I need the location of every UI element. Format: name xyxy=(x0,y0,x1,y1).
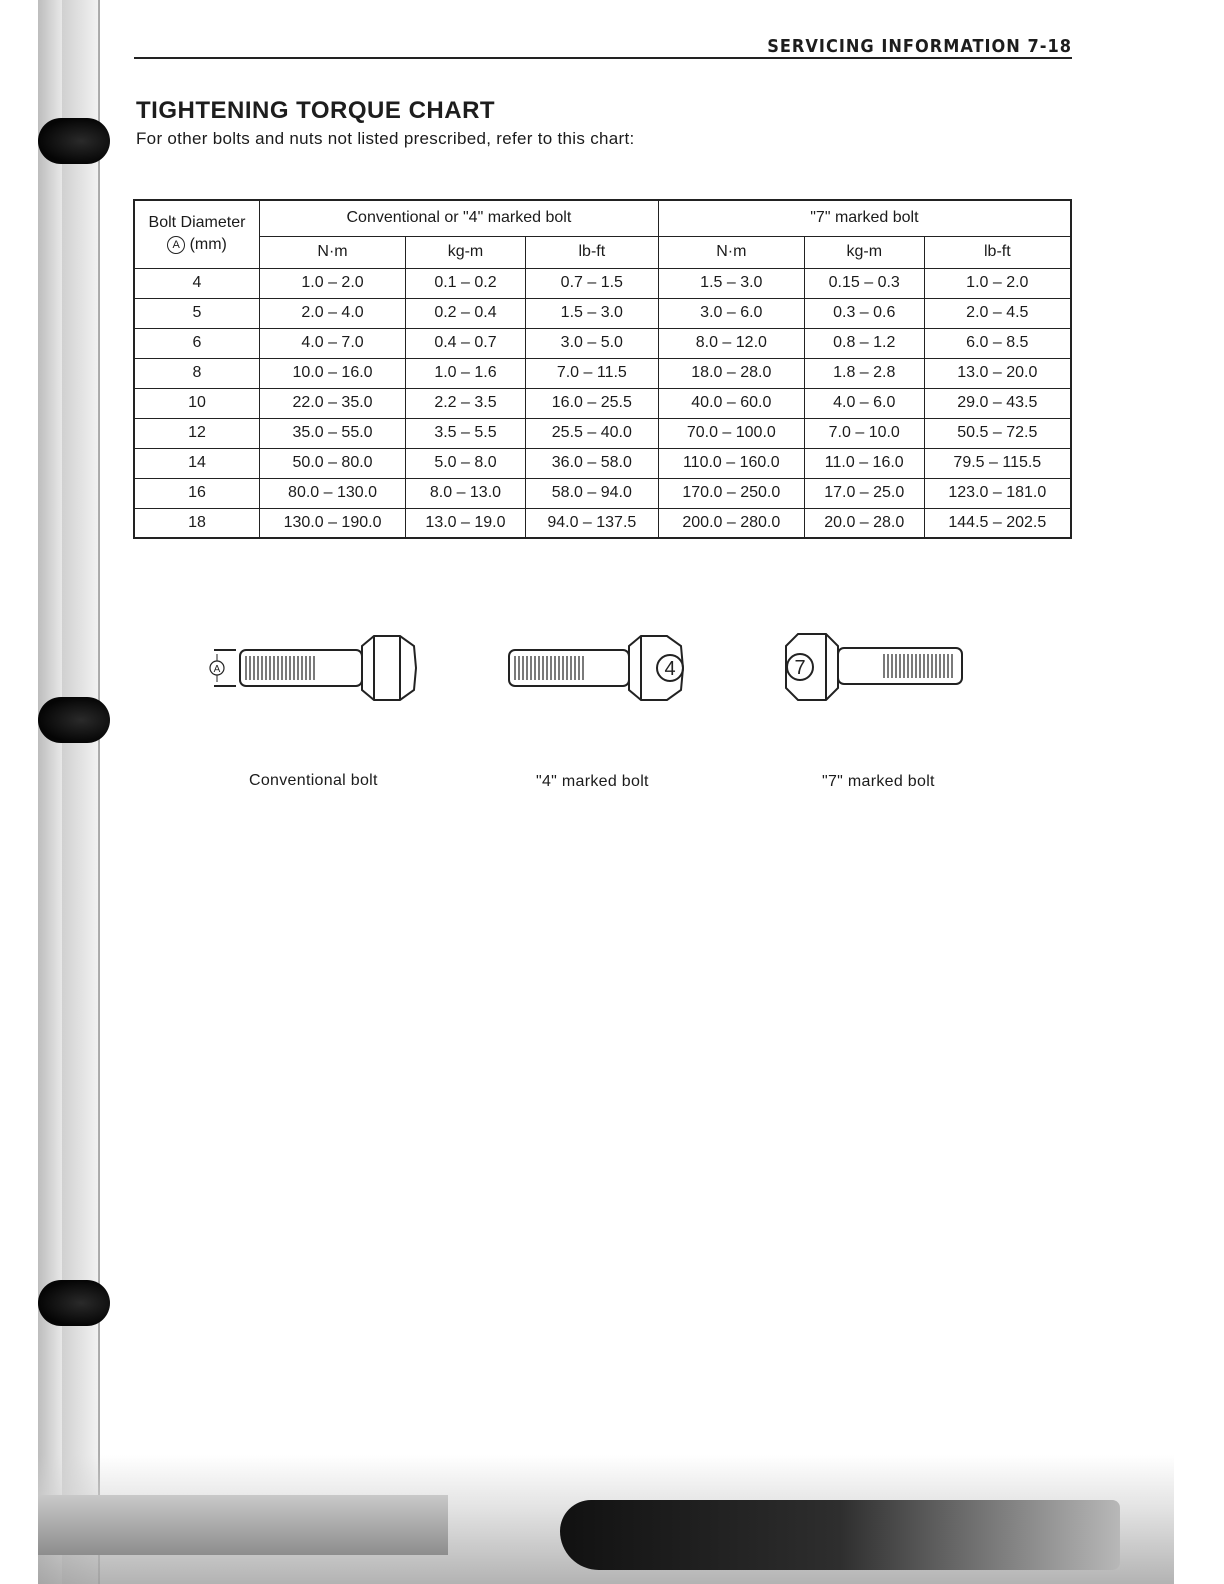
diameter-cell: 10 xyxy=(134,388,260,418)
table-row xyxy=(134,268,1071,298)
torque-cell: 2.0 – 4.0 xyxy=(260,298,406,328)
caption-conventional-bolt: Conventional bolt xyxy=(249,772,378,789)
table-row xyxy=(134,298,1071,328)
torque-cell: 50.5 – 72.5 xyxy=(924,418,1071,448)
caption-4-marked-bolt: "4" marked bolt xyxy=(536,773,649,790)
unit-header: N·m xyxy=(658,236,804,268)
torque-cell: 110.0 – 160.0 xyxy=(658,448,804,478)
4-marked-bolt-illustration xyxy=(505,628,690,710)
diameter-cell: 4 xyxy=(134,268,260,298)
table-row xyxy=(134,478,1071,508)
torque-cell: 5.0 – 8.0 xyxy=(406,448,526,478)
torque-cell: 13.0 – 19.0 xyxy=(406,508,526,538)
torque-table-body xyxy=(134,268,1071,538)
torque-cell: 16.0 – 25.5 xyxy=(525,388,658,418)
torque-cell: 0.7 – 1.5 xyxy=(525,268,658,298)
torque-cell: 40.0 – 60.0 xyxy=(658,388,804,418)
torque-table xyxy=(133,199,1072,539)
conventional-bolt-illustration xyxy=(200,628,425,710)
diameter-cell: 18 xyxy=(134,508,260,538)
table-row xyxy=(134,328,1071,358)
diameter-cell: 8 xyxy=(134,358,260,388)
binder-strip-shadow xyxy=(62,0,98,1584)
torque-cell: 17.0 – 25.0 xyxy=(804,478,924,508)
unit-header: N·m xyxy=(260,236,406,268)
torque-cell: 0.4 – 0.7 xyxy=(406,328,526,358)
table-row xyxy=(134,388,1071,418)
torque-cell: 20.0 – 28.0 xyxy=(804,508,924,538)
group-header-7-marked: "7" marked bolt xyxy=(658,200,1071,236)
torque-cell: 35.0 – 55.0 xyxy=(260,418,406,448)
torque-cell: 1.8 – 2.8 xyxy=(804,358,924,388)
torque-cell: 200.0 – 280.0 xyxy=(658,508,804,538)
mark-7-label: 7 xyxy=(794,657,806,679)
diameter-cell: 12 xyxy=(134,418,260,448)
torque-cell: 29.0 – 43.5 xyxy=(924,388,1071,418)
torque-cell: 0.15 – 0.3 xyxy=(804,268,924,298)
unit-header: kg-m xyxy=(406,236,526,268)
table-row xyxy=(134,418,1071,448)
torque-cell: 8.0 – 13.0 xyxy=(406,478,526,508)
torque-cell: 79.5 – 115.5 xyxy=(924,448,1071,478)
torque-cell: 2.2 – 3.5 xyxy=(406,388,526,418)
diameter-cell: 16 xyxy=(134,478,260,508)
torque-cell: 13.0 – 20.0 xyxy=(924,358,1071,388)
torque-cell: 11.0 – 16.0 xyxy=(804,448,924,478)
torque-cell: 7.0 – 10.0 xyxy=(804,418,924,448)
caption-7-marked-bolt: "7" marked bolt xyxy=(822,773,935,790)
torque-cell: 70.0 – 100.0 xyxy=(658,418,804,448)
diameter-header-cell xyxy=(134,200,260,268)
running-head: SERVICING INFORMATION 7-18 xyxy=(767,36,1072,57)
torque-cell: 3.0 – 6.0 xyxy=(658,298,804,328)
torque-cell: 144.5 – 202.5 xyxy=(924,508,1071,538)
torque-cell: 0.3 – 0.6 xyxy=(804,298,924,328)
diameter-header: Bolt Diameter xyxy=(148,214,246,232)
scan-shadow-left xyxy=(38,1495,448,1555)
binder-hole-bottom xyxy=(38,1280,110,1326)
unit-header: lb-ft xyxy=(525,236,658,268)
table-row xyxy=(134,448,1071,478)
torque-cell: 1.0 – 1.6 xyxy=(406,358,526,388)
torque-cell: 1.5 – 3.0 xyxy=(525,298,658,328)
unit-header: kg-m xyxy=(804,236,924,268)
torque-cell: 4.0 – 6.0 xyxy=(804,388,924,418)
diameter-cell: 14 xyxy=(134,448,260,478)
header-rule xyxy=(134,57,1072,59)
intro-text: For other bolts and nuts not listed prescribed, refer to this chart: xyxy=(136,129,635,148)
table-row xyxy=(134,508,1071,538)
torque-cell: 3.0 – 5.0 xyxy=(525,328,658,358)
torque-cell: 7.0 – 11.5 xyxy=(525,358,658,388)
diameter-symbol-icon: A xyxy=(167,236,185,254)
torque-cell: 6.0 – 8.5 xyxy=(924,328,1071,358)
torque-cell: 1.5 – 3.0 xyxy=(658,268,804,298)
torque-cell: 25.5 – 40.0 xyxy=(525,418,658,448)
page-edge xyxy=(0,0,38,1584)
table-row xyxy=(134,358,1071,388)
torque-cell: 10.0 – 16.0 xyxy=(260,358,406,388)
binder-hole-top xyxy=(38,118,110,164)
torque-cell: 58.0 – 94.0 xyxy=(525,478,658,508)
torque-cell: 18.0 – 28.0 xyxy=(658,358,804,388)
torque-cell: 123.0 – 181.0 xyxy=(924,478,1071,508)
torque-cell: 22.0 – 35.0 xyxy=(260,388,406,418)
torque-cell: 8.0 – 12.0 xyxy=(658,328,804,358)
torque-cell: 94.0 – 137.5 xyxy=(525,508,658,538)
torque-cell: 1.0 – 2.0 xyxy=(924,268,1071,298)
binder-hole-middle xyxy=(38,697,110,743)
torque-cell: 0.2 – 0.4 xyxy=(406,298,526,328)
torque-cell: 36.0 – 58.0 xyxy=(525,448,658,478)
torque-cell: 1.0 – 2.0 xyxy=(260,268,406,298)
torque-cell: 0.1 – 0.2 xyxy=(406,268,526,298)
diameter-cell: 6 xyxy=(134,328,260,358)
torque-cell: 4.0 – 7.0 xyxy=(260,328,406,358)
diameter-cell: 5 xyxy=(134,298,260,328)
torque-cell: 2.0 – 4.5 xyxy=(924,298,1071,328)
7-marked-bolt-illustration xyxy=(780,626,970,708)
torque-cell: 3.5 – 5.5 xyxy=(406,418,526,448)
torque-cell: 0.8 – 1.2 xyxy=(804,328,924,358)
dimension-a-label: A xyxy=(213,664,221,675)
page-title: TIGHTENING TORQUE CHART xyxy=(136,97,496,124)
scan-shadow-right xyxy=(560,1500,1120,1570)
unit-header: lb-ft xyxy=(924,236,1071,268)
torque-cell: 50.0 – 80.0 xyxy=(260,448,406,478)
diameter-unit: (mm) xyxy=(189,236,227,254)
torque-cell: 80.0 – 130.0 xyxy=(260,478,406,508)
torque-cell: 130.0 – 190.0 xyxy=(260,508,406,538)
mark-4-label: 4 xyxy=(664,658,676,680)
group-header-conventional: Conventional or "4" marked bolt xyxy=(260,200,659,236)
torque-cell: 170.0 – 250.0 xyxy=(658,478,804,508)
